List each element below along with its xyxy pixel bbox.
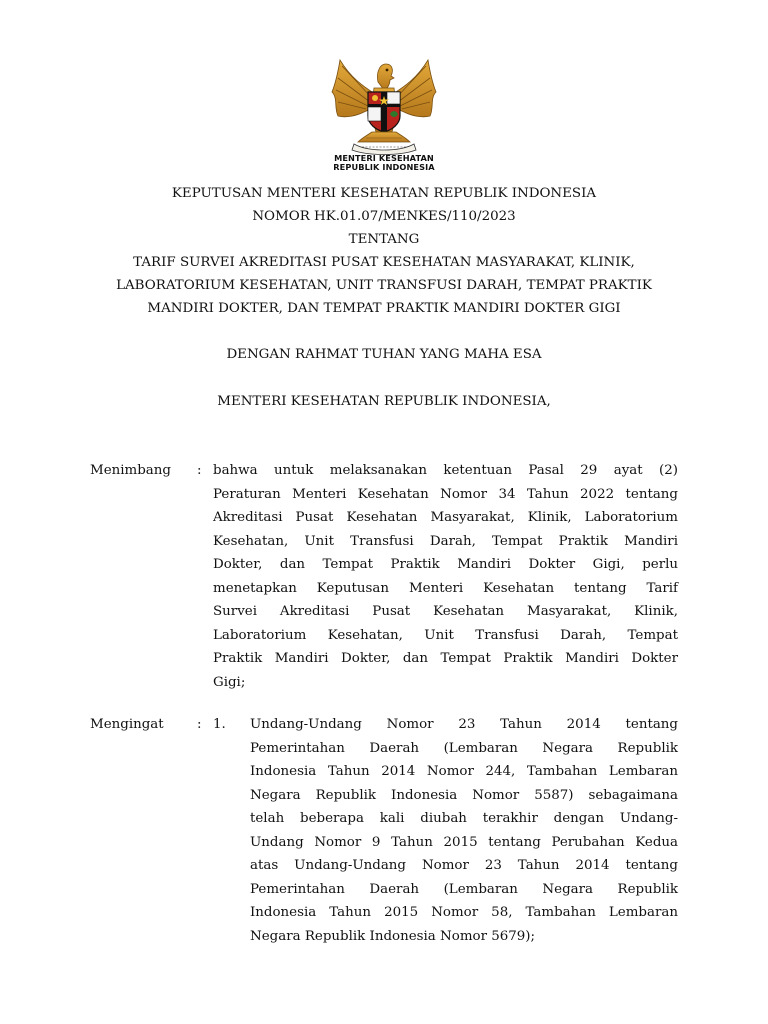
menimbang-line: Dokter, dan Tempat Praktik Mandiri Dokter Gigi, perlu [213,557,678,572]
menimbang-colon: : [197,463,202,478]
mengingat-line: Undang Nomor 9 Tahun 2015 tentang Perubahan Kedua [250,834,678,850]
mengingat-line: telah beberapa kali diubah terakhir dengan Undang- [250,811,678,826]
mengingat-line: Indonesia Tahun 2014 Nomor 244, Tambahan Lembaran [250,764,678,779]
emblem-caption-line-2: REPUBLIK INDONESIA [333,162,435,172]
decree-title-line-2: LABORATORIUM KESEHATAN, UNIT TRANSFUSI DARAH, TEMPAT PRAKTIK [116,278,652,293]
mengingat-label: Mengingat [90,717,164,732]
mengingat-line: Pemerintahan Daerah (Lembaran Negara Republik [250,881,678,897]
mengingat-line: Indonesia Tahun 2015 Nomor 58, Tambahan Lembaran [250,905,678,920]
decree-heading: KEPUTUSAN MENTERI KESEHATAN REPUBLIK INDONESIA [171,186,597,201]
decree-title-line-3: MANDIRI DOKTER, DAN TEMPAT PRAKTIK MANDIRI DOKTER GIGI [147,301,621,316]
mengingat-line: Negara Republik Indonesia Nomor 5679); [250,928,536,944]
menimbang-line: Kesehatan, Unit Transfusi Darah, Tempat Praktik Mandiri [213,533,678,549]
tentang-heading: TENTANG [348,232,420,247]
menimbang-line: Survei Akreditasi Pusat Kesehatan Masyarakat, Klinik, [213,604,678,619]
emblem-caption [306,154,462,172]
menimbang-line: Peraturan Menteri Kesehatan Nomor 34 Tahun 2022 tentang [213,486,678,502]
mengingat-line: atas Undang-Undang Nomor 23 Tahun 2014 tentang [250,858,678,873]
menimbang-label: Menimbang [90,463,171,478]
menteri-heading: MENTERI KESEHATAN REPUBLIK INDONESIA, [217,394,551,409]
mengingat-colon: : [197,717,202,732]
decree-title-line-1: TARIF SURVEI AKREDITASI PUSAT KESEHATAN MASYARAKAT, KLINIK, [133,255,635,270]
menimbang-line: bahwa untuk melaksanakan ketentuan Pasal 29 ayat (2) [213,463,678,478]
menimbang-line: Gigi; [213,674,246,690]
mengingat-item-number: 1. [213,717,226,732]
rahmat-heading: DENGAN RAHMAT TUHAN YANG MAHA ESA [226,347,542,362]
mengingat-line: Negara Republik Indonesia Nomor 5587) sebagaimana [250,787,678,803]
menimbang-line: Akreditasi Pusat Kesehatan Masyarakat, Klinik, Laboratorium [213,510,678,525]
decree-number: NOMOR HK.01.07/MENKES/110/2023 [252,209,516,224]
garuda-emblem-icon [328,52,440,156]
menimbang-line: Praktik Mandiri Dokter, dan Tempat Praktik Mandiri Dokter [213,651,678,666]
mengingat-line: Pemerintahan Daerah (Lembaran Negara Republik [250,740,678,756]
menimbang-line: menetapkan Keputusan Menteri Kesehatan tentang Tarif [213,580,678,596]
mengingat-line: Undang-Undang Nomor 23 Tahun 2014 tentang [250,717,678,732]
emblem-caption-line-1: MENTERI KESEHATAN [334,153,434,163]
menimbang-line: Laboratorium Kesehatan, Unit Transfusi Darah, Tempat [213,627,678,643]
